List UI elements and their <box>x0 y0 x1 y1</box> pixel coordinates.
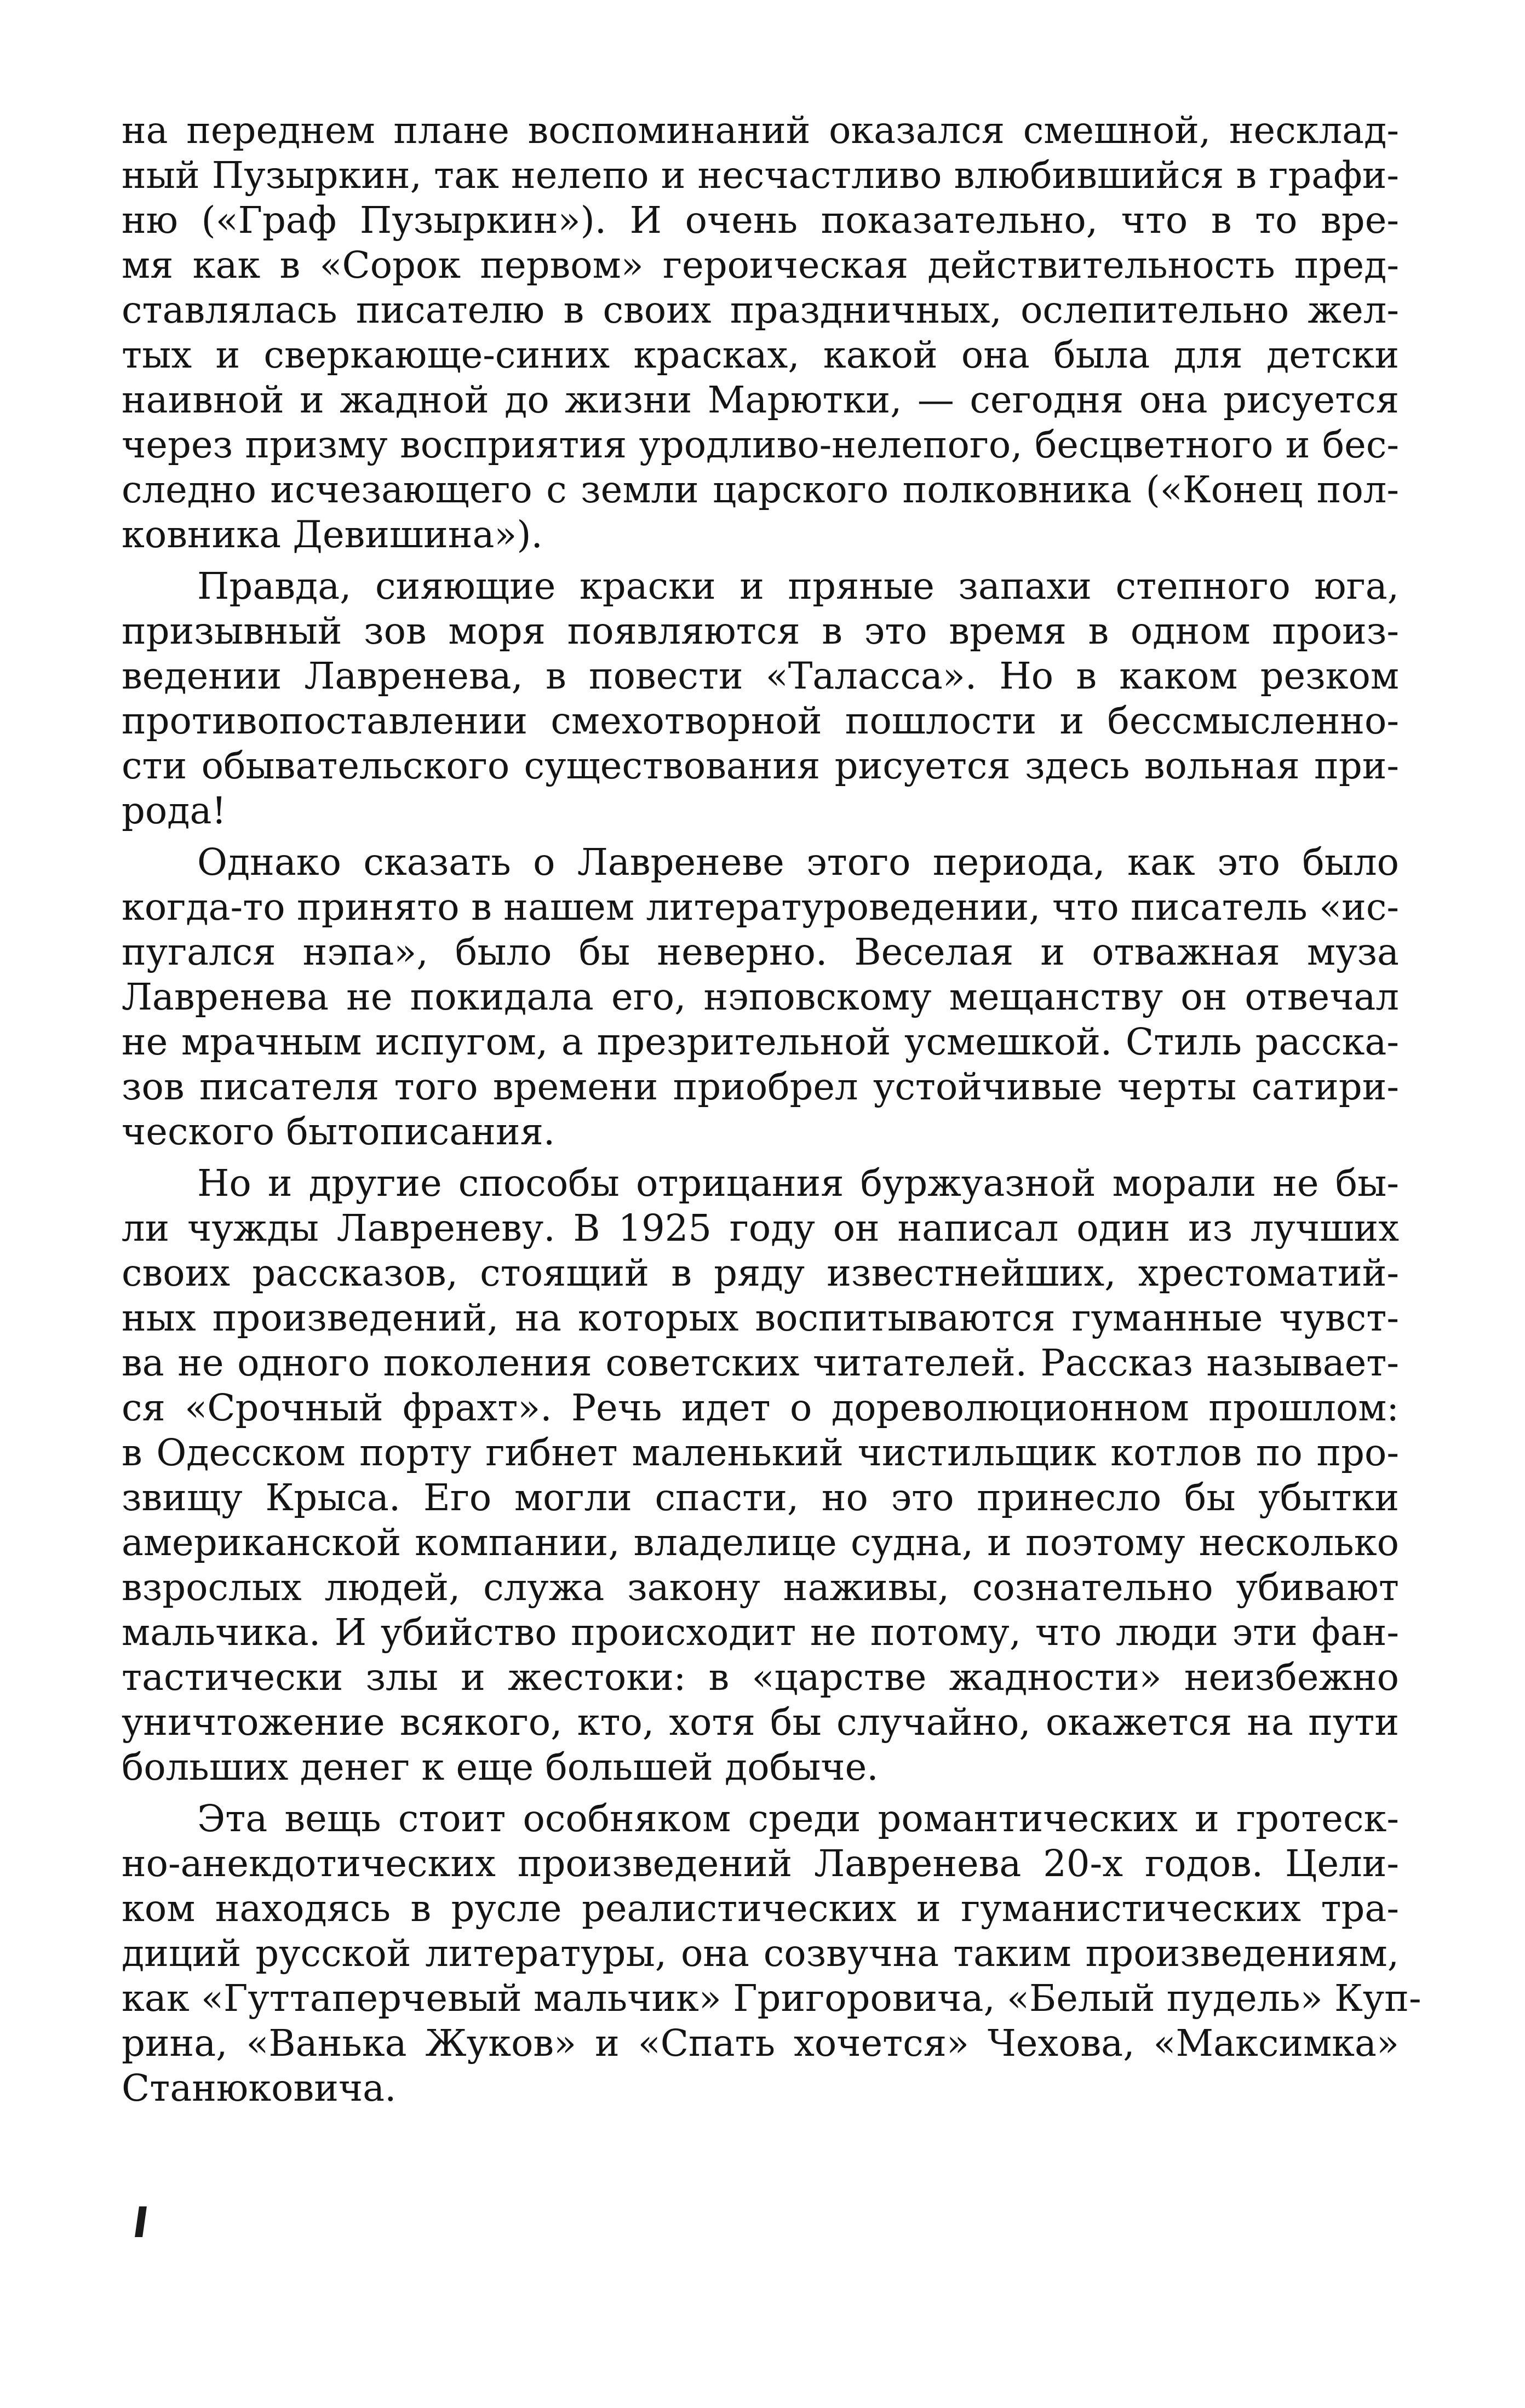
text-line: ный Пузыркин, так нелепо и несчастливо влюбившийся в графи- <box>122 154 1399 197</box>
text-line: Станюковича. <box>122 2067 397 2109</box>
text-line: тастически злы и жестоки: в «царстве жадности» неизбежно <box>122 1656 1399 1699</box>
text-line: как «Гуттаперчевый мальчик» Григоровича, «Белый пудель» Куп- <box>122 1977 1421 2020</box>
text-line: ва не одного поколения советских читателей. Рассказ называет- <box>122 1341 1399 1384</box>
text-line: ковника Девишина»). <box>122 513 543 556</box>
text-line: диций русской литературы, она созвучна таким произведениям, <box>122 1932 1399 1975</box>
text-line: наивной и жадной до жизни Марютки, — сегодня она рисуется <box>122 379 1399 421</box>
text-line: ли чужды Лавреневу. В 1925 году он написал один из лучших <box>122 1207 1399 1249</box>
text-line: больших денег к еще большей добыче. <box>122 1746 879 1788</box>
text-line: в Одесском порту гибнет маленький чистильщик котлов по про- <box>122 1431 1399 1474</box>
text-line: звищу Крыса. Его могли спасти, но это принесло бы убытки <box>122 1476 1399 1519</box>
text-line: ком находясь в русле реалистических и гуманистических тра- <box>122 1887 1399 1930</box>
text-line: мальчика. И убийство происходит не потому, что люди эти фан- <box>122 1611 1399 1654</box>
text-line: сти обывательского существования рисуется здесь вольная при- <box>122 744 1399 787</box>
text-line: взрослых людей, служа закону наживы, сознательно убивают <box>122 1566 1399 1609</box>
text-line: американской компании, владелице судна, и поэтому несколько <box>122 1521 1399 1564</box>
text-line: противопоставлении смехотворной пошлости и бессмысленно- <box>122 700 1399 742</box>
text-line: ставлялась писателю в своих праздничных, ослепительно жел- <box>122 289 1399 331</box>
text-line: призывный зов моря появляются в это время в одном произ- <box>122 610 1399 652</box>
text-line: ню («Граф Пузыркин»). И очень показательно, что в то вре- <box>122 199 1399 242</box>
text-line: мя как в «Сорок первом» героическая действительность пред- <box>122 244 1399 286</box>
text-line: ных произведений, на которых воспитываются гуманные чувст- <box>122 1297 1399 1339</box>
text-line: через призму восприятия уродливо-нелепого, бесцветного и бес- <box>122 423 1399 466</box>
text-line: тых и сверкающе-синих красках, какой она была для детски <box>122 334 1399 376</box>
paragraph-first-line: Правда, сияющие краски и пряные запахи степного юга, <box>197 565 1399 607</box>
paragraph-first-line: Но и другие способы отрицания буржуазной морали не бы- <box>197 1162 1399 1205</box>
text-line: своих рассказов, стоящий в ряду известнейших, хрестоматий- <box>122 1252 1399 1294</box>
paragraph-first-line: Однако сказать о Лавреневе этого периода, как это было <box>197 841 1399 884</box>
text-line: уничтожение всякого, кто, хотя бы случайно, окажется на пути <box>122 1701 1399 1744</box>
text-line: следно исчезающего с земли царского полковника («Конец пол- <box>122 468 1399 511</box>
text-line: на переднем плане воспоминаний оказался смешной, несклад- <box>122 109 1399 152</box>
text-line: ся «Срочный фрахт». Речь идет о дореволюционном прошлом: <box>122 1386 1399 1429</box>
text-line: рина, «Ванька Жуков» и «Спать хочется» Чехова, «Максимка» <box>122 2022 1399 2065</box>
text-line: не мрачным испугом, а презрительной усмешкой. Стиль расска- <box>122 1020 1399 1063</box>
paragraph-first-line: Эта вещь стоит особняком среди романтических и гротеск- <box>197 1797 1399 1840</box>
text-line: рода! <box>122 789 227 832</box>
text-line: ческого бытописания. <box>122 1110 555 1153</box>
text-line: Лавренева не покидала его, нэповскому мещанству он отвечал <box>122 976 1399 1018</box>
text-line: пугался нэпа», было бы неверно. Веселая и отважная муза <box>122 931 1399 973</box>
text-line: но-анекдотических произведений Лавренева 20-х годов. Цели- <box>122 1842 1399 1885</box>
text-line: когда-то принято в нашем литературоведении, что писатель «ис- <box>122 886 1399 928</box>
text-line: ведении Лавренева, в повести «Таласса». Но в каком резком <box>122 655 1399 697</box>
print-mark <box>135 2206 147 2237</box>
text-line: зов писателя того времени приобрел устойчивые черты сатири- <box>122 1065 1399 1108</box>
